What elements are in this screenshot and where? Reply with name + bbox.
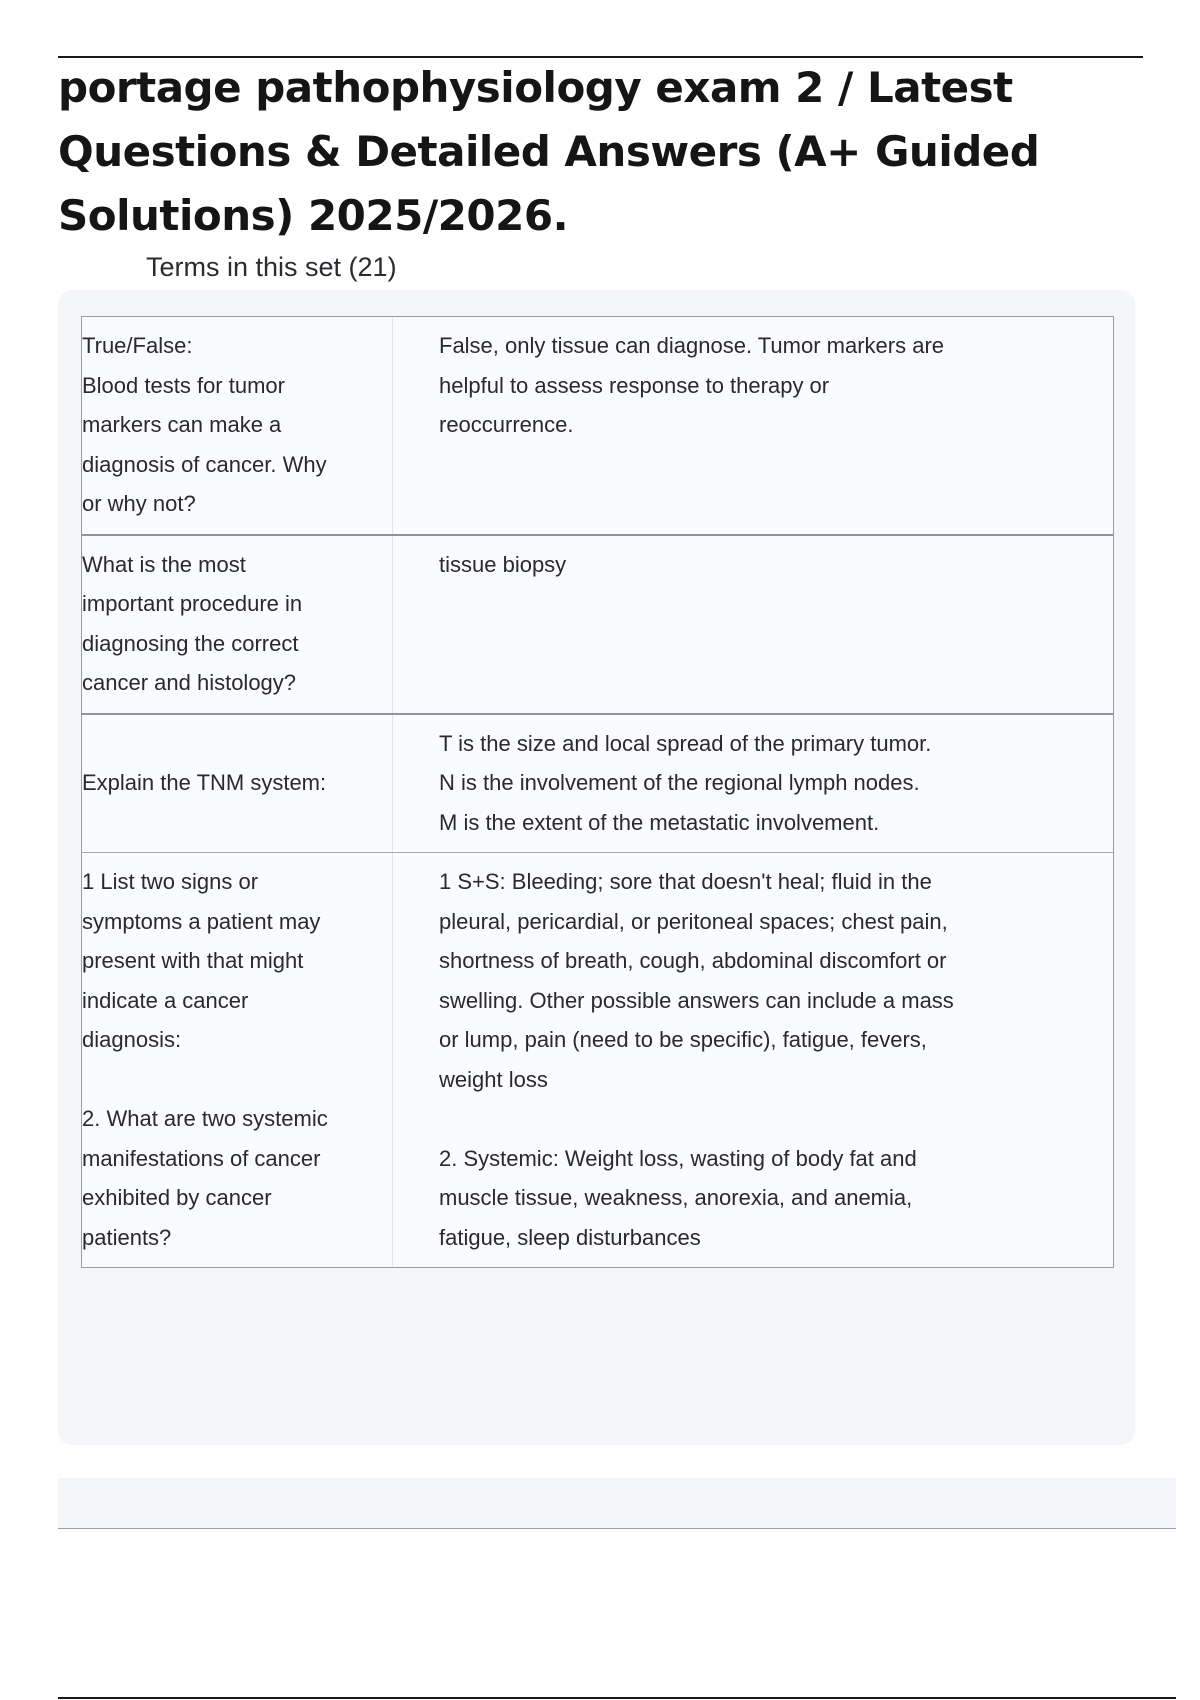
term-question: What is the most important procedure in diagnosing the correct cancer and histology? bbox=[82, 536, 393, 713]
term-question: Explain the TNM system: bbox=[82, 715, 393, 853]
term-row bbox=[82, 317, 1113, 534]
term-answer: tissue biopsy bbox=[439, 551, 567, 577]
term-answer: False, only tissue can diagnose. Tumor markers are helpful to assess response to therapy or reoccurrence. bbox=[439, 333, 945, 437]
terms-table bbox=[81, 316, 1114, 1268]
term-row bbox=[82, 852, 1113, 1267]
term-answer: T is the size and local spread of the primary tumor. N is the involvement of the regional lymph nodes. M is the extent of the metastatic involvement. bbox=[439, 730, 932, 835]
footer-divider bbox=[58, 1528, 1176, 1529]
document-title: portage pathophysiology exam 2 / Latest Questions & Detailed Answers (A+ Guided Solutions) 2025/2026. bbox=[58, 63, 1040, 240]
term-row bbox=[82, 534, 1113, 713]
terms-count-label: Terms in this set (21) bbox=[146, 252, 397, 282]
term-answer: 1 S+S: Bleeding; sore that doesn't heal; fluid in the pleural, pericardial, or peritoneal spaces; chest pain, shortness of breath, cough, abdominal discomfort or swelling. Other possible answers can include a mass or lump, pain (need to be specific), fatigue, fevers, weight loss 2. Systemic: Weight loss, wasting of body fat and muscle tissue, weakness, anorexia, and anemia, fatigue, sleep disturbances bbox=[439, 869, 954, 1250]
term-question: 1 List two signs or symptoms a patient may present with that might indicate a cancer diagnosis: 2. What are two systemic manifestations of cancer exhibited by cancer patients? bbox=[82, 853, 393, 1267]
footer-band bbox=[58, 1478, 1176, 1528]
term-row bbox=[82, 713, 1113, 853]
bottom-rule bbox=[58, 1697, 1176, 1699]
term-question: True/False: Blood tests for tumor markers can make a diagnosis of cancer. Why or why not? bbox=[82, 317, 393, 534]
